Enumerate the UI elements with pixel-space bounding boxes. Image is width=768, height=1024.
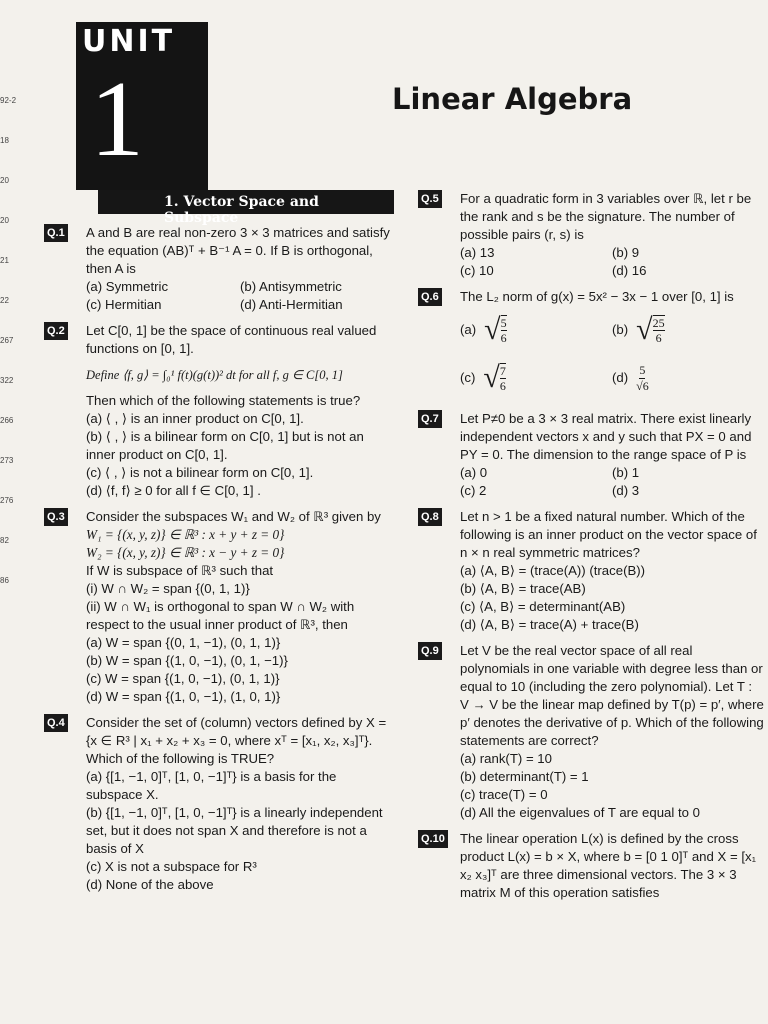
option-c[interactable]: (c) Hermitian	[86, 297, 162, 312]
unit-number: 1	[90, 60, 144, 179]
condition-i: (i) W ∩ W₂ = span {(0, 1, 1)}	[86, 581, 250, 596]
inner-product-definition: Define ⟨f, g⟩ = ∫₀¹ f(t)(g(t))² dt for all f, g ∈ C[0, 1]	[86, 368, 343, 382]
question-badge: Q.1	[44, 224, 68, 242]
numerator: 25	[652, 316, 665, 330]
question-text: Consider the set of (column) vectors defined by X = {x ∈ R³ | x₁ + x₂ + x₃ = 0, where xᵀ = [x₁, x₂, x₃]ᵀ}. Which of the following is TRUE?	[86, 715, 387, 766]
question-text: For a quadratic form in 3 variables over ℝ, let r be the rank and s be the signature. The number of possible pairs (r, s) is	[460, 191, 752, 242]
option-a[interactable]: (a) 0	[460, 465, 488, 480]
option-c[interactable]: (c) ⟨A, B⟩ = determinant(AB)	[460, 599, 626, 614]
question-7	[418, 410, 764, 500]
question-4	[44, 714, 394, 894]
margin-number: 322	[0, 376, 14, 385]
option-a[interactable]: (a) 13	[460, 245, 495, 260]
option-b[interactable]: (b) determinant(T) = 1	[460, 769, 589, 784]
option-c[interactable]: (c) X is not a subspace for R³	[86, 859, 257, 874]
question-badge: Q.9	[418, 642, 442, 660]
question-badge: Q.6	[418, 288, 442, 306]
question-text: A and B are real non-zero 3 × 3 matrices and satisfy the equation (AB)ᵀ + B⁻¹ A = 0. If B is orthogonal, then A is	[86, 225, 390, 276]
option-b[interactable]	[612, 306, 764, 354]
denominator: 6	[500, 331, 507, 345]
options	[460, 244, 764, 280]
option-a[interactable]: (a) W = span {(0, 1, −1), (0, 1, 1)}	[86, 635, 281, 650]
question-badge: Q.7	[418, 410, 442, 428]
option-d[interactable]: (d) None of the above	[86, 877, 214, 892]
option-c[interactable]: (c) 2	[460, 483, 487, 498]
denominator: √6	[636, 378, 649, 393]
options-row-2	[460, 354, 764, 402]
section-title: 1. Vector Space and Subspace	[98, 190, 394, 214]
option-a[interactable]	[460, 306, 612, 354]
margin-number: 82	[0, 536, 9, 545]
question-badge: Q.8	[418, 508, 442, 526]
option-d[interactable]	[612, 354, 764, 402]
question-8	[418, 508, 764, 634]
options-row-1	[460, 306, 764, 354]
question-badge: Q.4	[44, 714, 68, 732]
question-1	[44, 224, 394, 314]
numerator: 5	[500, 316, 507, 330]
question-badge: Q.5	[418, 190, 442, 208]
numerator: 5	[639, 362, 646, 377]
option-b[interactable]: (b) ⟨ , ⟩ is a bilinear form on C[0, 1] but is not an inner product on C[0, 1].	[86, 429, 364, 462]
unit-block	[76, 22, 208, 190]
question-badge: Q.3	[44, 508, 68, 526]
numerator: 7	[499, 364, 506, 378]
margin-number: 92-2	[0, 96, 17, 105]
options	[86, 278, 394, 314]
margin-number: 20	[0, 176, 9, 185]
denominator: 6	[499, 379, 506, 393]
subspace-w2: W₂ = {(x, y, z)} ∈ ℝ³ : x − y + z = 0}	[86, 545, 285, 560]
option-b[interactable]: (b) 9	[612, 245, 640, 260]
question-6	[418, 288, 764, 402]
sqrt-icon: √	[636, 313, 653, 346]
sqrt-icon: √	[483, 361, 500, 394]
margin-number: 20	[0, 216, 9, 225]
left-column	[44, 190, 394, 902]
margin-number: 22	[0, 296, 9, 305]
option-d[interactable]: (d) All the eigenvalues of T are equal to 0	[460, 805, 700, 820]
question-text: The L₂ norm of g(x) = 5x² − 3x − 1 over [0, 1] is	[460, 289, 734, 304]
margin-number: 276	[0, 496, 14, 505]
option-d[interactable]: (d) Anti-Hermitian	[240, 297, 343, 312]
condition-ii: (ii) W ∩ W₁ is orthogonal to span W ∩ W₂ with respect to the usual inner product of ℝ³, then	[86, 599, 355, 632]
option-c-label: (c)	[460, 370, 476, 385]
options	[460, 464, 764, 500]
chapter-title: Linear Algebra	[392, 82, 633, 116]
question-prompt: Then which of the following statements is true?	[86, 393, 361, 408]
option-d[interactable]: (d) ⟨A, B⟩ = trace(A) + trace(B)	[460, 617, 639, 632]
margin-number: 273	[0, 456, 14, 465]
option-c[interactable]	[460, 354, 612, 402]
margin-number: 267	[0, 336, 14, 345]
margin-number: 86	[0, 576, 9, 585]
option-b[interactable]: (b) W = span {(1, 0, −1), (0, 1, −1)}	[86, 653, 288, 668]
question-badge: Q.2	[44, 322, 68, 340]
option-c[interactable]: (c) ⟨ , ⟩ is not a bilinear form on C[0, 1].	[86, 465, 314, 480]
sqrt-fraction	[483, 363, 505, 393]
question-9	[418, 642, 764, 822]
option-d[interactable]: (d) W = span {(1, 0, −1), (1, 0, 1)}	[86, 689, 281, 704]
question-text: Consider the subspaces W₁ and W₂ of ℝ³ given by	[86, 509, 381, 524]
option-a[interactable]: (a) rank(T) = 10	[460, 751, 552, 766]
option-b[interactable]: (b) {[1, −1, 0]ᵀ, [1, 0, −1]ᵀ} is a linearly independent set, but it does not span X and therefore is not a basis of X	[86, 805, 383, 856]
option-b[interactable]: (b) 1	[612, 465, 640, 480]
question-text: Let C[0, 1] be the space of continuous real valued functions on [0, 1].	[86, 323, 377, 356]
condition-text: If W is subspace of ℝ³ such that	[86, 563, 274, 578]
option-d[interactable]: (d) 3	[612, 483, 640, 498]
option-a[interactable]: (a) {[1, −1, 0]ᵀ, [1, 0, −1]ᵀ} is a basis for the subspace X.	[86, 769, 337, 802]
question-text: Let n > 1 be a fixed natural number. Which of the following is an inner product on the vector space of n × n real symmetric matrices?	[460, 509, 757, 560]
unit-label: UNIT	[82, 24, 176, 59]
option-d[interactable]: (d) 16	[612, 263, 647, 278]
option-d-label: (d)	[612, 370, 629, 385]
question-text: Let P≠0 be a 3 × 3 real matrix. There exist linearly independent vectors x and y such that PX = 0 and PY = 0. The dimension to the range space of P is	[460, 411, 752, 462]
option-b[interactable]: (b) Antisymmetric	[240, 279, 342, 294]
sqrt-fraction	[636, 315, 664, 345]
option-a[interactable]: (a) ⟨A, B⟩ = (trace(A)) (trace(B))	[460, 563, 646, 578]
sqrt-fraction	[484, 315, 506, 345]
option-b-label: (b)	[612, 322, 629, 337]
question-3	[44, 508, 394, 706]
sqrt-icon: √	[484, 313, 501, 346]
option-d[interactable]: (d) ⟨f, f⟩ ≥ 0 for all f ∈ C[0, 1] .	[86, 483, 261, 498]
question-text: The linear operation L(x) is defined by the cross product L(x) = b × X, where b = [0 1 0]ᵀ and X = [x₁ x₂ x₃]ᵀ are three dimensional vectors. The 3 × 3 matrix M of this operation satisfies	[460, 831, 757, 900]
margin-number: 266	[0, 416, 14, 425]
option-c[interactable]: (c) trace(T) = 0	[460, 787, 548, 802]
option-a[interactable]: (a) Symmetric	[86, 279, 169, 294]
question-text: Let V be the real vector space of all real polynomials in one variable with degree less than or equal to 10 (including the zero polynomial). Let T : V → V be the linear map defined by T(p) = p′, where p′ denotes the derivative of p. Which of the following statements are correct?	[460, 643, 764, 748]
margin-numbers	[0, 96, 20, 616]
right-column	[418, 190, 764, 910]
denominator: 6	[655, 331, 662, 345]
question-2	[44, 322, 394, 500]
question-5	[418, 190, 764, 280]
margin-number: 21	[0, 256, 9, 265]
option-c[interactable]: (c) W = span {(1, 0, −1), (0, 1, 1)}	[86, 671, 280, 686]
question-badge: Q.10	[418, 830, 448, 848]
fraction	[636, 363, 649, 394]
question-10	[418, 830, 764, 902]
option-a-label: (a)	[460, 322, 477, 337]
margin-number: 18	[0, 136, 9, 145]
subspace-w1: W₁ = {(x, y, z)} ∈ ℝ³ : x + y + z = 0}	[86, 527, 285, 542]
option-a[interactable]: (a) ⟨ , ⟩ is an inner product on C[0, 1].	[86, 411, 304, 426]
option-c[interactable]: (c) 10	[460, 263, 494, 278]
option-b[interactable]: (b) ⟨A, B⟩ = trace(AB)	[460, 581, 586, 596]
